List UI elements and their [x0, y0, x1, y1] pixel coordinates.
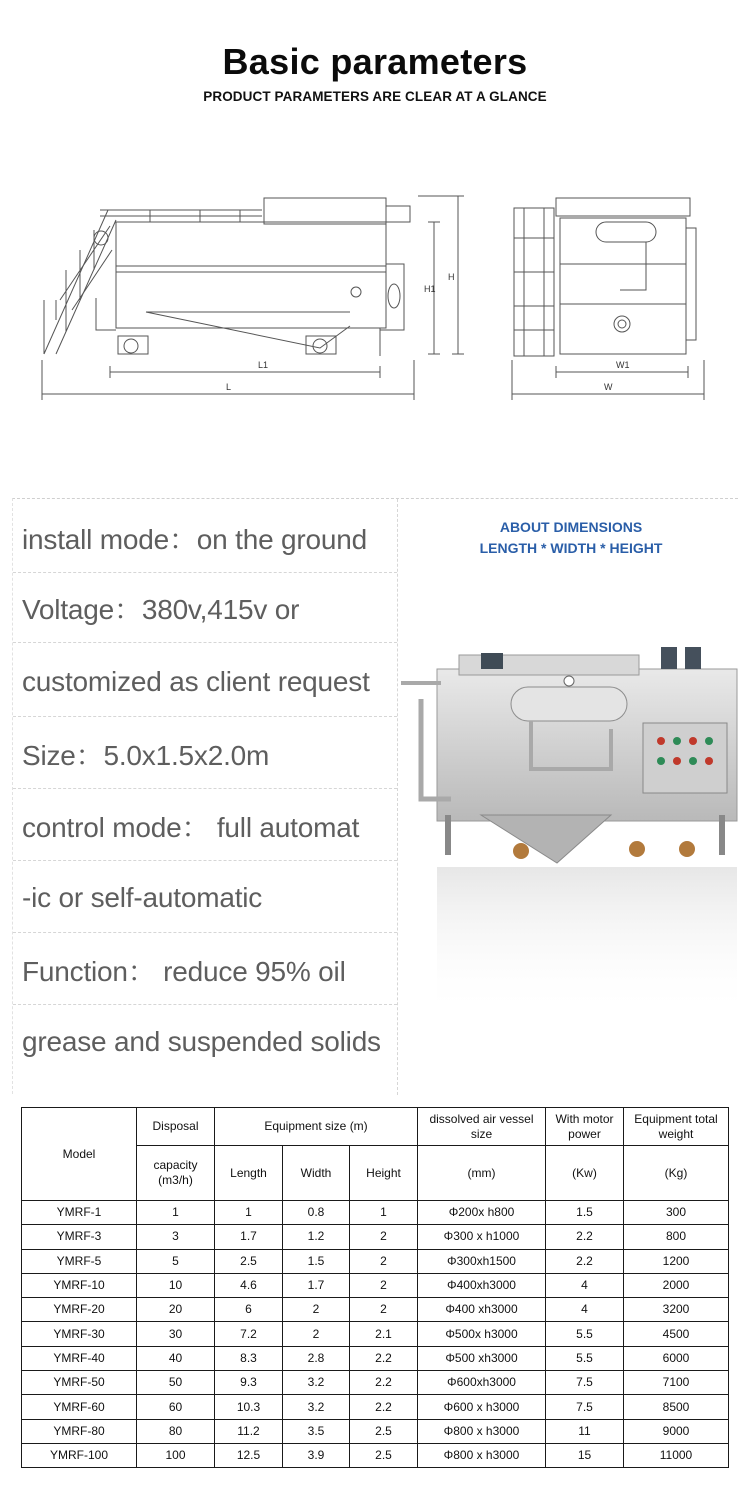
cell-capacity: 1: [137, 1201, 215, 1225]
param-function-cont: [13, 1007, 397, 1077]
header-height: Height: [350, 1146, 418, 1201]
cell-capacity: 3: [137, 1225, 215, 1249]
cell-weight: 9000: [624, 1419, 729, 1443]
cell-capacity: 10: [137, 1273, 215, 1297]
param-text: customized as client request: [22, 666, 370, 697]
cell-height: 2.2: [350, 1346, 418, 1370]
front-view-drawing: [512, 198, 704, 400]
cell-air-vessel: Φ800 x h3000: [418, 1419, 546, 1443]
cell-length: 1: [215, 1201, 283, 1225]
cell-width: 1.7: [283, 1273, 350, 1297]
table-row: [22, 1225, 729, 1249]
cell-weight: 11000: [624, 1443, 729, 1467]
cell-motor: 2.2: [546, 1249, 624, 1273]
about-line-1: ABOUT DIMENSIONS: [499, 519, 643, 535]
cell-height: 2.2: [350, 1395, 418, 1419]
table-row: [22, 1443, 729, 1467]
param-text: control mode： full automat: [22, 812, 360, 843]
cell-model: YMRF-100: [22, 1443, 137, 1467]
cell-model: YMRF-30: [22, 1322, 137, 1346]
param-text: Size：5.0x1.5x2.0m: [22, 740, 270, 771]
cell-model: YMRF-80: [22, 1419, 137, 1443]
cell-motor: 5.5: [546, 1322, 624, 1346]
cell-motor: 7.5: [546, 1371, 624, 1395]
cell-weight: 7100: [624, 1371, 729, 1395]
cell-weight: 8500: [624, 1395, 729, 1419]
cell-air-vessel: Φ500x h3000: [418, 1322, 546, 1346]
table-row: [22, 1346, 729, 1370]
dim-label-w1: W1: [616, 360, 630, 370]
side-view-drawing: [42, 196, 464, 400]
dim-label-h: H: [448, 272, 455, 282]
dim-label-h1: H1: [424, 284, 436, 294]
cell-length: 4.6: [215, 1273, 283, 1297]
param-install-mode: [13, 503, 397, 573]
param-text: -ic or self-automatic: [22, 882, 263, 913]
cell-length: 6: [215, 1298, 283, 1322]
param-voltage-cont: [13, 647, 397, 717]
cell-length: 9.3: [215, 1371, 283, 1395]
cell-height: 2: [350, 1225, 418, 1249]
header-equipment-size: Equipment size (m): [215, 1108, 418, 1146]
cell-motor: 11: [546, 1419, 624, 1443]
cell-height: 2: [350, 1249, 418, 1273]
cell-length: 10.3: [215, 1395, 283, 1419]
cell-air-vessel: Φ400xh3000: [418, 1273, 546, 1297]
table-row: [22, 1371, 729, 1395]
cell-air-vessel: Φ400 xh3000: [418, 1298, 546, 1322]
product-photo: [381, 639, 739, 1079]
table-row: [22, 1298, 729, 1322]
param-function: [13, 935, 397, 1005]
cell-width: 1.5: [283, 1249, 350, 1273]
cell-width: 1.2: [283, 1225, 350, 1249]
parameters-section: [12, 498, 738, 1094]
table-row: [22, 1419, 729, 1443]
cell-width: 2.8: [283, 1346, 350, 1370]
cell-length: 8.3: [215, 1346, 283, 1370]
cell-motor: 1.5: [546, 1201, 624, 1225]
page-title: Basic parameters: [222, 41, 528, 82]
param-text: grease and suspended solids: [22, 1026, 381, 1057]
table-row: [22, 1395, 729, 1419]
param-text: Function： reduce 95% oil: [22, 956, 346, 987]
cell-motor: 5.5: [546, 1346, 624, 1370]
param-text: install mode：on the ground: [22, 524, 368, 555]
cell-model: YMRF-20: [22, 1298, 137, 1322]
header-weight-unit: (Kg): [624, 1146, 729, 1201]
specifications-table: [21, 1107, 729, 1468]
dim-label-l1: L1: [258, 360, 269, 370]
cell-length: 7.2: [215, 1322, 283, 1346]
cell-length: 2.5: [215, 1249, 283, 1273]
param-size: [13, 719, 397, 789]
cell-weight: 3200: [624, 1298, 729, 1322]
cell-capacity: 40: [137, 1346, 215, 1370]
cell-weight: 1200: [624, 1249, 729, 1273]
parameter-list: [13, 499, 397, 1095]
table-row: [22, 1322, 729, 1346]
cell-weight: 800: [624, 1225, 729, 1249]
cell-air-vessel: Φ600 x h3000: [418, 1395, 546, 1419]
cell-model: YMRF-40: [22, 1346, 137, 1370]
cell-capacity: 100: [137, 1443, 215, 1467]
cell-width: 2: [283, 1322, 350, 1346]
cell-length: 11.2: [215, 1419, 283, 1443]
header-total-weight: Equipment total weight: [624, 1108, 729, 1146]
cell-motor: 4: [546, 1298, 624, 1322]
technical-drawings: [0, 180, 750, 420]
cell-width: 3.2: [283, 1371, 350, 1395]
header-air-vessel: dissolved air vessel size: [418, 1108, 546, 1146]
cell-height: 2.2: [350, 1371, 418, 1395]
cell-capacity: 80: [137, 1419, 215, 1443]
header-width: Width: [283, 1146, 350, 1201]
cell-height: 2: [350, 1273, 418, 1297]
cell-model: YMRF-3: [22, 1225, 137, 1249]
header-motor-power: With motor power: [546, 1108, 624, 1146]
cell-height: 2: [350, 1298, 418, 1322]
param-control-mode-cont: [13, 863, 397, 933]
table-row: [22, 1201, 729, 1225]
cell-capacity: 30: [137, 1322, 215, 1346]
header: [0, 38, 750, 106]
cell-height: 2.1: [350, 1322, 418, 1346]
cell-width: 0.8: [283, 1201, 350, 1225]
cell-motor: 2.2: [546, 1225, 624, 1249]
cell-model: YMRF-10: [22, 1273, 137, 1297]
table-row: [22, 1249, 729, 1273]
table-row: [22, 1273, 729, 1297]
cell-width: 3.2: [283, 1395, 350, 1419]
cell-width: 3.9: [283, 1443, 350, 1467]
cell-air-vessel: Φ300 x h1000: [418, 1225, 546, 1249]
cell-height: 2.5: [350, 1443, 418, 1467]
about-line-2: LENGTH * WIDTH * HEIGHT: [479, 540, 663, 556]
header-capacity: capacity (m3/h): [137, 1146, 215, 1201]
param-voltage: [13, 573, 397, 643]
header-motor-unit: (Kw): [546, 1146, 624, 1201]
about-dimensions: [403, 517, 739, 559]
cell-capacity: 20: [137, 1298, 215, 1322]
cell-motor: 4: [546, 1273, 624, 1297]
cell-weight: 6000: [624, 1346, 729, 1370]
param-text: Voltage：380v,415v or: [22, 594, 300, 625]
cell-air-vessel: Φ200x h800: [418, 1201, 546, 1225]
param-control-mode: [13, 791, 397, 861]
cell-height: 2.5: [350, 1419, 418, 1443]
cell-motor: 7.5: [546, 1395, 624, 1419]
cell-air-vessel: Φ500 xh3000: [418, 1346, 546, 1370]
header-model: Model: [22, 1108, 137, 1201]
cell-weight: 2000: [624, 1273, 729, 1297]
header-disposal: Disposal: [137, 1108, 215, 1146]
cell-width: 3.5: [283, 1419, 350, 1443]
cell-length: 12.5: [215, 1443, 283, 1467]
page-subtitle: PRODUCT PARAMETERS ARE CLEAR AT A GLANCE: [203, 89, 547, 104]
cell-model: YMRF-1: [22, 1201, 137, 1225]
cell-model: YMRF-5: [22, 1249, 137, 1273]
cell-air-vessel: Φ300xh1500: [418, 1249, 546, 1273]
cell-weight: 300: [624, 1201, 729, 1225]
header-length: Length: [215, 1146, 283, 1201]
cell-weight: 4500: [624, 1322, 729, 1346]
cell-motor: 15: [546, 1443, 624, 1467]
cell-model: YMRF-60: [22, 1395, 137, 1419]
dim-label-l: L: [226, 382, 232, 392]
cell-width: 2: [283, 1298, 350, 1322]
cell-capacity: 60: [137, 1395, 215, 1419]
cell-length: 1.7: [215, 1225, 283, 1249]
dim-label-w: W: [604, 382, 613, 392]
cell-air-vessel: Φ600xh3000: [418, 1371, 546, 1395]
cell-model: YMRF-50: [22, 1371, 137, 1395]
cell-capacity: 50: [137, 1371, 215, 1395]
cell-air-vessel: Φ800 x h3000: [418, 1443, 546, 1467]
cell-capacity: 5: [137, 1249, 215, 1273]
header-air-vessel-unit: (mm): [418, 1146, 546, 1201]
cell-height: 1: [350, 1201, 418, 1225]
